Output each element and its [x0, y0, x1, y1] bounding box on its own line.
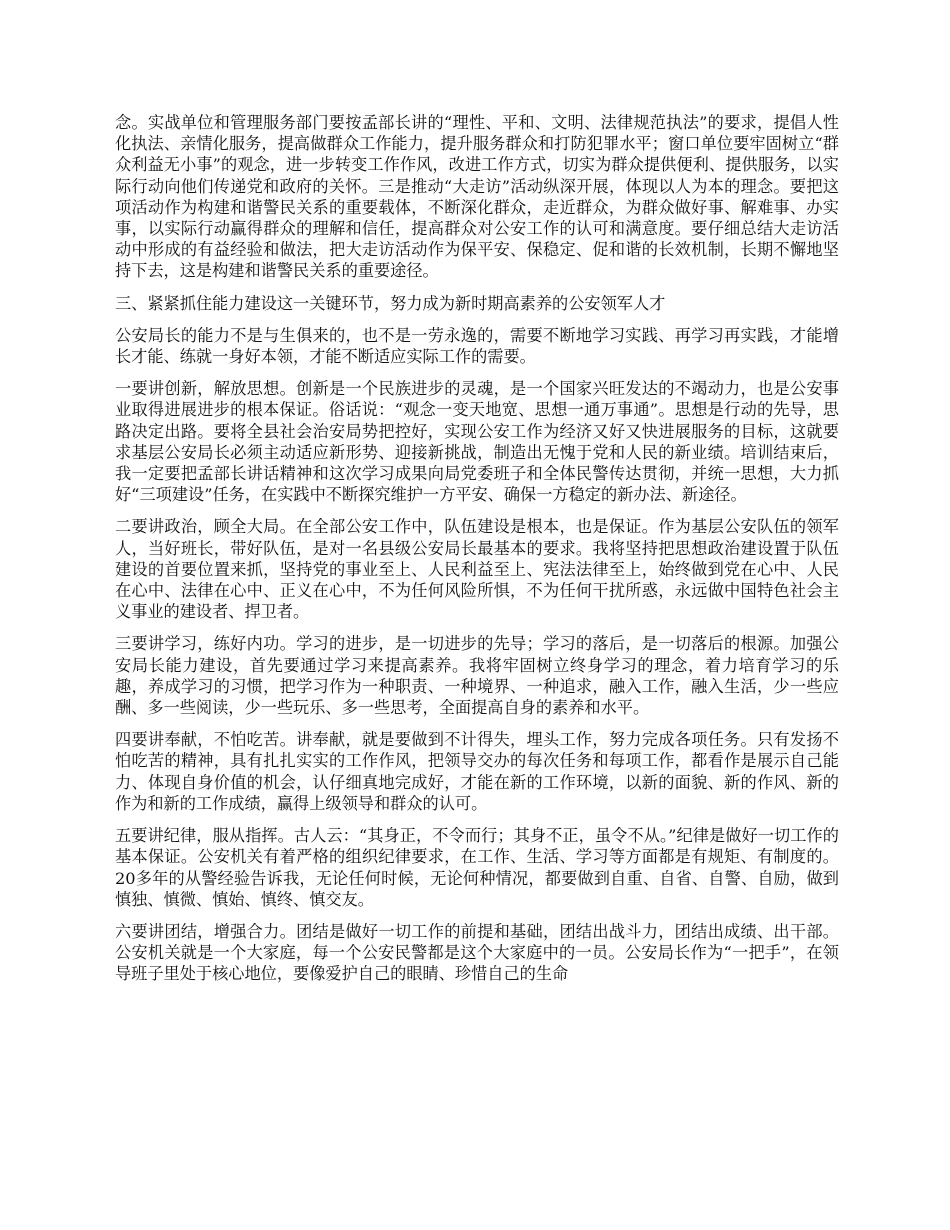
paragraph-ability-intro: 公安局长的能力不是与生俱来的，也不是一劳永逸的，需要不断地学习实践、再学习再实践，才能增长才能、练就一身好本领，才能不断适应实际工作的需要。	[115, 325, 839, 367]
paragraph-innovation: 一要讲创新，解放思想。创新是一个民族进步的灵魂，是一个国家兴旺发达的不竭动力，也是公安事业取得进展进步的根本保证。俗话说：“观念一变天地宽、思想一通万事通”。思想是行动的先导，思路决定出路。要将全县社会治安局势把控好，实现公安工作为经济又好又快进展服务的目标，这就要求基层公安局长必须主动适应新形势、迎接新挑战，制造出无愧于党和人民的新业绩。培训结束后，我一定要把孟部长讲话精神和这次学习成果向局党委班子和全体民警传达贯彻，并统一思想，大力抓好“三项建设”任务，在实践中不断探究维护一方平安、确保一方稳定的新办法、新途径。	[115, 379, 839, 505]
document-body	[115, 112, 839, 996]
paragraph-learning: 三要讲学习，练好内功。学习的进步，是一切进步的先导；学习的落后，是一切落后的根源。加强公安局长能力建设，首先要通过学习来提高素养。我将牢固树立终身学习的理念，着力培育学习的乐趣，养成学习的习惯，把学习作为一种职责、一种境界、一种追求，融入工作，融入生活，少一些应酬、多一些阅读，少一些玩乐、多一些思考，全面提高自身的素养和水平。	[115, 634, 839, 718]
paragraph-discipline: 五要讲纪律，服从指挥。古人云：“其身正，不令而行；其身不正，虽令不从。”纪律是做好一切工作的基本保证。公安机关有着严格的组织纪律要求，在工作、生活、学习等方面都是有规矩、有制度的。20多年的从警经验告诉我，无论任何时候，无论何种情况，都要做到自重、自省、自警、自励，做到慎独、慎微、慎始、慎终、慎交友。	[115, 826, 839, 909]
paragraph-dedication: 四要讲奉献，不怕吃苦。讲奉献，就是要做到不计得失，埋头工作，努力完成各项任务。只有发扬不怕吃苦的精神，具有扎扎实实的工作作风，把领导交办的每次任务和每项工作，都看作是展示自己能力、体现自身价值的机会，认仔细真地完成好，才能在新的工作环境，以新的面貌、新的作风、新的作为和新的工作成绩，赢得上级领导和群众的认可。	[115, 730, 839, 813]
section-heading-ability-building: 三、紧紧抓住能力建设这一关键环节，努力成为新时期高素养的公安领军人才	[115, 293, 666, 313]
paragraph-harmonious-police-relations: 念。实战单位和管理服务部门要按孟部长讲的“理性、平和、文明、法律规范执法”的要求，提倡人性化执法、亲情化服务，提高做群众工作能力，提升服务群众和打防犯罪水平；窗口单位要牢固树立“群众利益无小事”的观念，进一步转变工作作风，改进工作方式，切实为群众提供便利、提供服务，以实际行动向他们传递党和政府的关怀。三是推动“大走访”活动纵深开展，体现以人为本的理念。要把这项活动作为构建和谐警民关系的重要载体，不断深化群众，走近群众，为群众做好事、解难事、办实事，以实际行动赢得群众的理解和信任，提高群众对公安工作的认可和满意度。要仔细总结大走访活动中形成的有益经验和做法，把大走访活动作为保平安、保稳定、促和谐的长效机制，长期不懈地坚持下去，这是构建和谐警民关系的重要途径。	[115, 113, 839, 281]
paragraph-unity: 六要讲团结，增强合力。团结是做好一切工作的前提和基础，团结出战斗力，团结出成绩、出干部。公安机关就是一个大家庭，每一个公安民警都是这个大家庭中的一员。公安局长作为“一把手”，在领导班子里处于核心地位，要像爱护自己的眼睛、珍惜自己的生命	[115, 921, 839, 984]
paragraph-politics: 二要讲政治，顾全大局。在全部公安工作中，队伍建设是根本，也是保证。作为基层公安队伍的领军人，当好班长，带好队伍，是对一名县级公安局长最基本的要求。我将坚持把思想政治建设置于队伍建设的首要位置来抓，坚持党的事业至上、人民利益至上、宪法法律至上，始终做到党在心中、人民在心中、法律在心中、正义在心中，不为任何风险所惧，不为任何干扰所惑，永远做中国特色社会主义事业的建设者、捍卫者。	[115, 517, 839, 622]
